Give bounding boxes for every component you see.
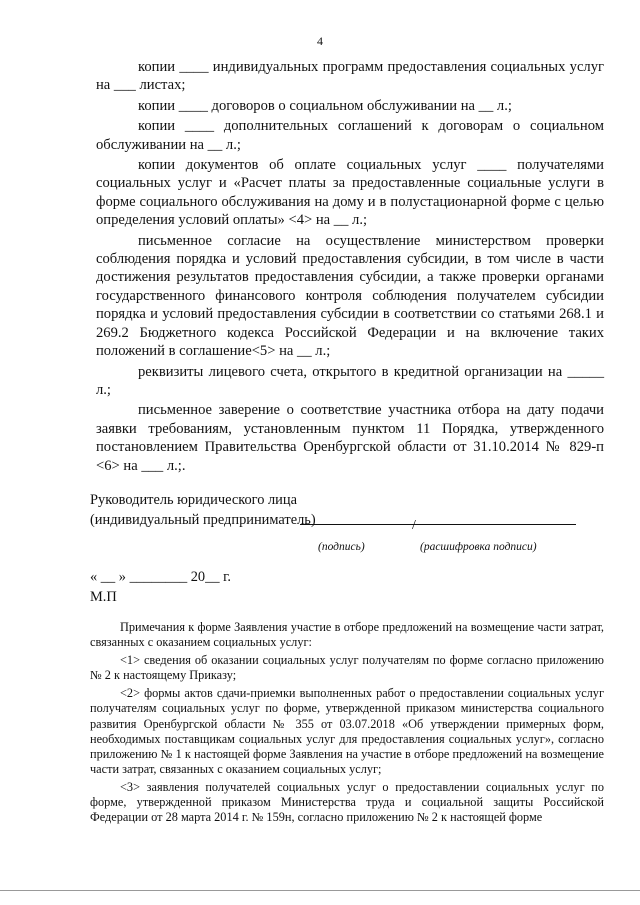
signature-separator: / xyxy=(412,518,416,533)
list-item: письменное заверение о соответствие участника отбора на дату подачи заявки требованиям, установленным пунктом 11 Порядка, утвержденного постановлением Правительства Оренбургской области от 31.10.2014 № 829-п <6> на ___ л.;. xyxy=(96,402,604,474)
note-item: <1> сведения об оказании социальных услуг получателям по форме согласно приложению № 2 к настоящему Приказу; xyxy=(90,653,604,683)
note-item: <3> заявления получателей социальных услуг о предоставлении социальных услуг по форме, утвержденной приказом Министерства труда и социальной защиты Российской Федерации от 28 марта 2014 г. № 159н, согласно приложению № 2 к настоящей форме xyxy=(90,779,604,825)
signature-decode-label: (расшифровка подписи) xyxy=(420,541,537,553)
note-item: <2> формы актов сдачи-приемки выполненных работ о предоставлении социальных услуг получателям социальных услуг по форме, утвержденной приказом министерства социального развития Оренбургской области № 355 от 03.07.2018 «Об утверждении примерных форм, необходимых поставщикам социальных услуг для предоставления социальных услуг», согласно приложению № 1 к настоящей форме Заявления на участие в отборе предложений на возмещение части затрат, связанных с оказанием социальных услуг; xyxy=(90,686,604,776)
signatory-subtitle: (индивидуальный предприниматель) xyxy=(90,512,316,528)
list-item: реквизиты лицевого счета, открытого в кредитной организации на _____ л.; xyxy=(96,363,604,398)
list-item: копии ____ индивидуальных программ предоставления социальных услуг на ___ листах; xyxy=(96,59,604,94)
date-block xyxy=(90,567,231,607)
notes-heading: Примечания к форме Заявления участие в отборе предложений на возмещение части затрат, связанных с оказанием социальных услуг: xyxy=(90,620,604,650)
signature-label: (подпись) xyxy=(318,541,365,553)
bottom-divider xyxy=(0,890,640,891)
notes-section xyxy=(90,620,604,828)
signatory-title: Руководитель юридического лица xyxy=(90,492,297,508)
attachments-list xyxy=(96,58,604,477)
list-item: письменное согласие на осуществление министерством проверки соблюдения порядка и условий предоставления субсидии, в том числе в части достижения результатов предоставления субсидии, а также проверки органами государственного финансового контроля соблюдения получателем субсидии порядка и условий предоставления субсидии в соответствии со статьями 268.1 и 269.2 Бюджетного кодекса Российской Федерации и на включение таких положений в соглашение<5> на __ л.; xyxy=(96,232,604,360)
list-item: копии ____ договоров о социальном обслуживании на __ л.; xyxy=(138,97,512,114)
signature-block xyxy=(90,490,316,530)
stamp-placeholder: М.П xyxy=(90,589,117,605)
list-item: копии документов об оплате социальных услуг ____ получателями социальных услуг и «Расчет платы за предоставленные социальные услуги в форме социального обслуживания на дому и в полустационарной форме с целью определения условий оплаты» <4> на __ л.; xyxy=(96,157,604,229)
signature-line xyxy=(300,524,576,525)
date-field: « __ » ________ 20__ г. xyxy=(90,569,231,585)
page-number: 4 xyxy=(317,34,323,48)
list-item: копии ____ дополнительных соглашений к договорам о социальном обслуживании на __ л.; xyxy=(96,118,604,153)
